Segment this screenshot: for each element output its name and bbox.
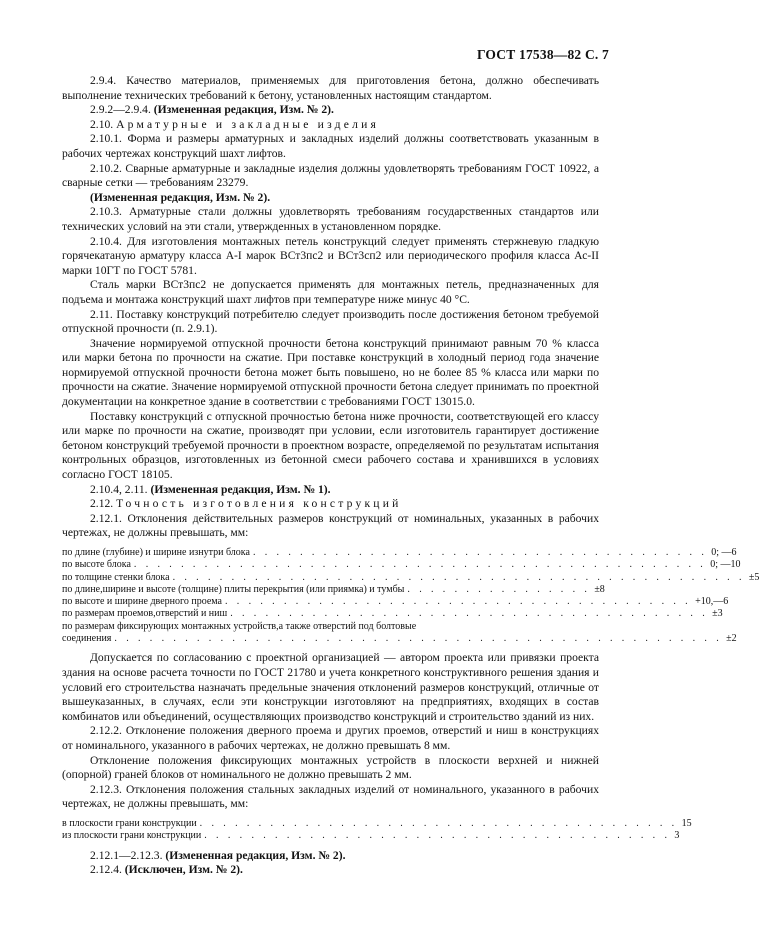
amendment-note: [62, 103, 599, 118]
tolerance-value: ±3: [712, 608, 723, 620]
amendment-note: [62, 863, 599, 878]
section-title: Точность изготовления конструкций: [116, 497, 402, 511]
amendment-note: [62, 483, 599, 498]
clause-number: 2.10.4, 2.11.: [90, 482, 148, 496]
clause-number: 2.12.4.: [90, 863, 122, 877]
dot-leader: . . . . . . . . . . . . . . . . . . . . . . . . . . . . . . . . . . . . . . . .: [224, 596, 692, 608]
document-body: [62, 74, 759, 878]
tolerance-label: из плоскости грани конструкции: [62, 830, 202, 842]
tolerance-label: по длине,ширине и высоте (толщине) плиты перекрытия (или приямка) и тумбы: [62, 583, 405, 595]
amendment-note: [62, 191, 599, 206]
tolerance-value: ±8: [594, 583, 605, 595]
dot-leader: . . . . . . . . . . . . . . . . . . . . . . . . . . . . . . . . . . . . . . . . . . . . . . . . . . . .: [114, 633, 723, 645]
tolerance-value: +10,—6: [695, 596, 729, 608]
tolerance-label: по длине (глубине) и ширине изнутри блока: [62, 547, 250, 558]
paragraph-2-12-2: 2.12.2. Отклонение положения дверного проема и других проемов, отверстий и ниш в конструкциях от номинального, указанного в рабочих чертежах, не должно превышать 8 мм.: [62, 724, 599, 752]
paragraph-2-10-3: 2.10.3. Арматурные стали должны удовлетворять требованиям государственных стандартов или технических условий на эти стали, утвержденных в установленном порядке.: [62, 205, 599, 233]
section-heading-2-10: [62, 118, 599, 133]
section-number: 2.12.: [90, 497, 114, 511]
tolerance-list-2: [62, 817, 692, 843]
tolerance-label: по высоте и ширине дверного проема: [62, 596, 222, 608]
amendment-text: (Измененная редакция, Изм. № 1).: [150, 482, 331, 496]
paragraph-2-9-4: 2.9.4. Качество материалов, применяемых для приготовления бетона, должно обеспечивать выполнение технических требований к бетону, установленных настоящим стандартом.: [62, 74, 599, 102]
tolerance-label: по размерам фиксирующих монтажных устройств,а также отверстий под болтовые: [62, 620, 417, 632]
tolerance-row: [62, 583, 605, 596]
paragraph-2-11: 2.11. Поставку конструкций потребителю следует производить после достижения бетоном требуемой отпускной прочности (п. 2.9.1).: [62, 307, 599, 336]
paragraph-fixing-devices: Отклонение положения фиксирующих монтажных устройств в плоскости верхней и нижней (опорной) граней блоков от номинального не должно превышать 2 мм.: [62, 753, 599, 782]
dot-leader: . . . . . . . . . . . . . . . . . . . . . . . . . . . . . . . . . . . . . . . . . . . . . . . . .: [133, 559, 707, 571]
tolerance-row: [62, 830, 680, 842]
dot-leader: . . . . . . . . . . . . . . . . . . . . . . . . . . . . . . . . . . . . . . .: [252, 547, 708, 558]
amendment-note: [62, 849, 599, 864]
tolerance-value: ±2: [726, 633, 737, 645]
dot-leader: . . . . . . . . . . . . . . . . . . . . . . . . . . . . . . . . . . . . . . . . . . . . . . . . .: [172, 571, 745, 583]
tolerance-value: 3: [674, 830, 680, 842]
tolerance-label: по высоте блока: [62, 559, 131, 571]
amendment-text: (Исключен, Изм. № 2).: [124, 863, 243, 877]
clause-number: 2.9.2—2.9.4.: [90, 103, 151, 117]
amendment-text: (Измененная редакция, Изм. № 2).: [165, 848, 346, 862]
paragraph-2-10-2: 2.10.2. Сварные арматурные и закладные изделия должны удовлетворять требованиям ГОСТ 10922, а сварные сетки — требованиям 23279.: [62, 161, 599, 190]
tolerance-row: [62, 547, 737, 559]
tolerance-label: по размерам проемов,отверстий и ниш: [62, 608, 228, 620]
amendment-text: (Измененная редакция, Изм. № 2).: [90, 190, 271, 204]
tolerance-label: в плоскости грани конструкции: [62, 817, 197, 829]
tolerance-value: 0; —6: [711, 547, 737, 558]
dot-leader: . . . . . . . . . . . . . . . . . . . . . . . . . . . . . . . . . . . . . . . .: [204, 830, 671, 842]
paragraph-2-12-1: 2.12.1. Отклонения действительных размеров конструкций от номинальных, указанных в рабочих чертежах, не должны превышать, мм:: [62, 511, 599, 540]
dot-leader: . . . . . . . . . . . . . . . .: [407, 583, 591, 595]
tolerance-value: ±5: [748, 571, 759, 583]
tolerance-row: [62, 633, 737, 645]
tolerance-label: по толщине стенки блока: [62, 571, 170, 583]
dot-leader: . . . . . . . . . . . . . . . . . . . . . . . . . . . . . . . . . . . . . . . . .: [199, 817, 678, 829]
tolerance-label: соединения: [62, 633, 112, 645]
dot-leader: . . . . . . . . . . . . . . . . . . . . . . . . . . . . . . . . . . . . . . . . .: [230, 608, 709, 620]
tolerance-row: [62, 817, 692, 830]
tolerance-value: 15: [681, 817, 692, 829]
tolerance-row: [62, 608, 723, 620]
paragraph-2-10-1: 2.10.1. Форма и размеры арматурных и закладных изделий должны соответствовать указанным в рабочих чертежах конструкций шахт лифтов.: [62, 132, 599, 160]
paragraph-delivery-conditions: Поставку конструкций с отпускной прочностью бетона ниже прочности, соответствующей его классу или марке по прочности на сжатие, производят при условии, если изготовитель гарантирует достижение бетоном конструкций требуемой прочности в проектном возрасте, определяемой по результатам испытания контрольных образцов, изготовленных из бетонной смеси рабочего состава и хранившихся в условиях согласно ГОСТ 18105.: [62, 409, 599, 482]
tolerance-row: [62, 559, 741, 571]
paragraph-steel-restriction: Сталь марки ВСт3пс2 не допускается применять для монтажных петель, предназначенных для подъема и монтажа конструкций шахт лифтов при температуре ниже минус 40 °С.: [62, 278, 599, 306]
amendment-text: (Измененная редакция, Изм. № 2).: [153, 103, 334, 117]
paragraph-deviation-agreement: Допускается по согласованию с проектной организацией — автором проекта или привязки проекта здания на основе расчета точности по ГОСТ 21780 и учета конкретного конструктивного решения здания и условий его строительства назначать предельные значения отклонений размеров конструкций, отличные от вышеуказанных, в случаях, если эти конструкции изготовляют на предприятиях, входящих в состав комбинатов или объединений, осуществляющих производство конструкций и строительство зданий из них.: [62, 651, 599, 723]
page-header: ГОСТ 17538—82 С. 7: [476, 47, 609, 62]
paragraph-strength-value: Значение нормируемой отпускной прочности бетона конструкций принимают равным 70 % класса или марки бетона по прочности на сжатие. При поставке конструкций в холодный период года значение нормируемой отпускной прочности бетона может быть повышено, но не более 85 % класса или марки по прочности на сжатие. Значение нормируемой отпускной прочности бетона следует принимать по проектной документации на конкретное здание в соответствии с требованиями ГОСТ 13015.0.: [62, 336, 599, 409]
tolerance-value: 0; —10: [710, 559, 741, 571]
section-number: 2.10.: [90, 117, 114, 131]
tolerance-row: [62, 596, 729, 608]
paragraph-2-12-3: 2.12.3. Отклонения положения стальных закладных изделий от номинального, указанного в рабочих чертежах, не должны превышать, мм:: [62, 782, 599, 811]
paragraph-2-10-4: 2.10.4. Для изготовления монтажных петель конструкций следует применять стержневую гладкую горячекатаную арматуру класса А-I марок ВСт3пс2 и ВСт3сп2 или периодического профиля класса Ас-II марки 10ГТ по ГОСТ 5781.: [62, 234, 599, 277]
section-title: Арматурные и закладные изделия: [116, 117, 380, 131]
tolerance-row: [62, 571, 759, 584]
section-heading-2-12: [62, 497, 599, 512]
tolerance-list-1: [62, 547, 759, 645]
clause-number: 2.12.1—2.12.3.: [90, 848, 163, 862]
tolerance-row: [62, 621, 599, 633]
